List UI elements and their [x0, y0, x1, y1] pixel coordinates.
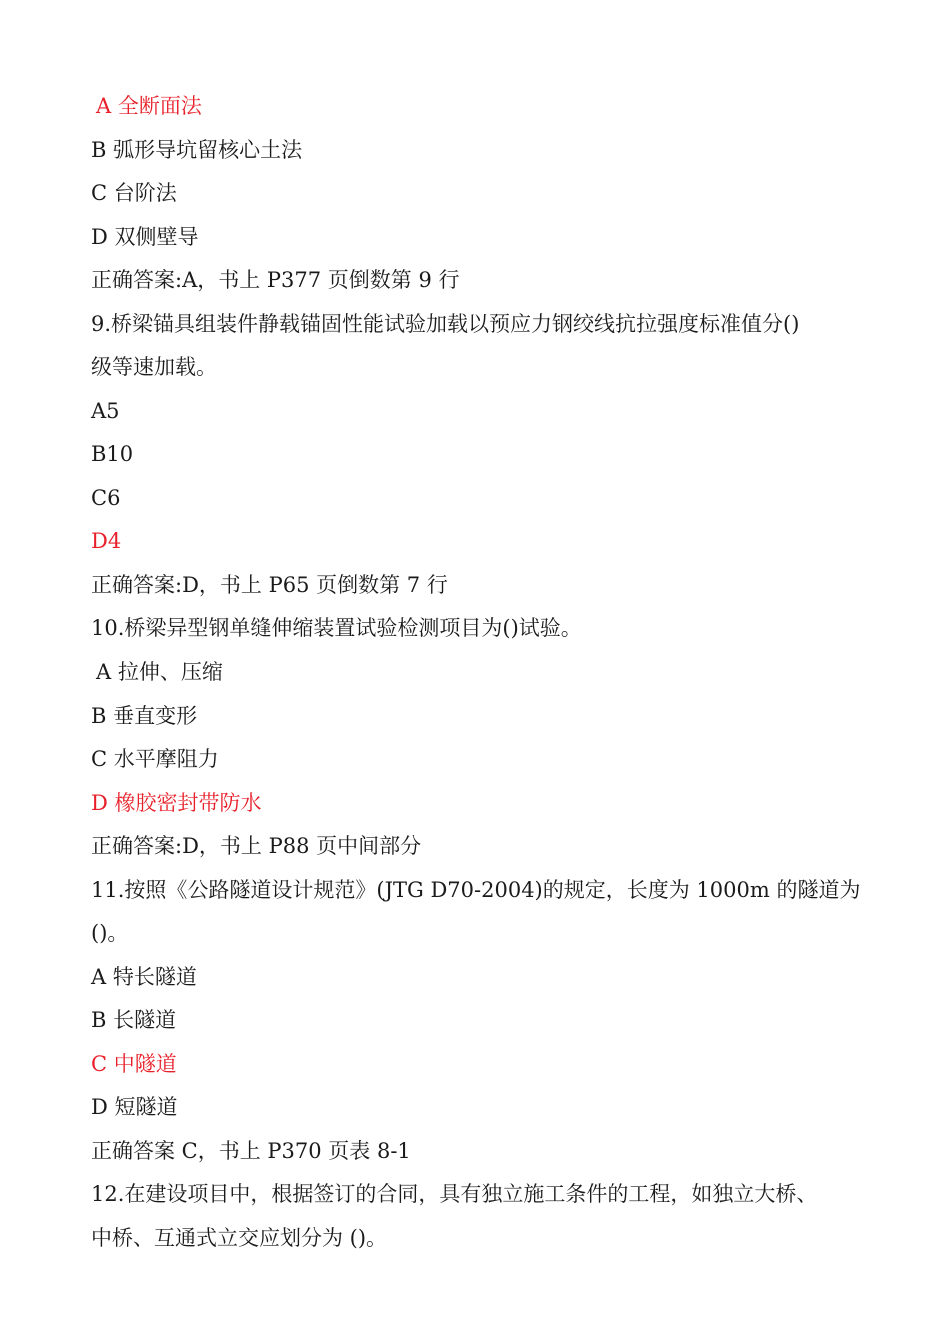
q11-option-b: B 长隧道	[91, 1008, 177, 1032]
question-12-line-1: 12.在建设项目中，根据签订的合同，具有独立施工条件的工程，如独立大桥、	[91, 1182, 818, 1206]
q9-option-a: A5	[91, 399, 120, 423]
question-12-line-2: 中桥、互通式立交应划分为 ()。	[91, 1226, 388, 1250]
question-11-line-2: ()。	[91, 921, 129, 945]
option-b-arc-pilot: B 弧形导坑留核心土法	[91, 138, 303, 162]
q11-option-d: D 短隧道	[91, 1095, 178, 1119]
q11-option-c: C 中隧道	[91, 1052, 177, 1076]
question-9-line-2: 级等速加载。	[91, 355, 217, 379]
q9-option-d: D4	[91, 529, 122, 553]
q10-option-b: B 垂直变形	[91, 704, 198, 728]
q11-answer: 正确答案 C，书上 P370 页表 8-1	[91, 1139, 411, 1163]
option-c-bench: C 台阶法	[91, 181, 177, 205]
question-10: 10.桥梁异型钢单缝伸缩装置试验检测项目为()试验。	[91, 616, 582, 640]
question-9-line-1: 9.桥梁锚具组装件静载锚固性能试验加载以预应力钢绞线抗拉强度标准值分()	[91, 312, 800, 336]
q10-option-c: C 水平摩阻力	[91, 747, 219, 771]
question-11-line-1: 11.按照《公路隧道设计规范》(JTG D70-2004)的规定，长度为 1000m 的隧道为	[91, 878, 861, 902]
q10-option-a: A 拉伸、压缩	[96, 660, 223, 684]
answer-line: 正确答案:A，书上 P377 页倒数第 9 行	[91, 268, 460, 292]
option-d-double-side: D 双侧壁导	[91, 225, 199, 249]
option-a-full-section: A 全断面法	[96, 94, 202, 118]
q10-answer: 正确答案:D，书上 P88 页中间部分	[91, 834, 422, 858]
q11-option-a: A 特长隧道	[91, 965, 197, 989]
q9-answer: 正确答案:D，书上 P65 页倒数第 7 行	[91, 573, 448, 597]
q9-option-b: B10	[91, 442, 134, 466]
q9-option-c: C6	[91, 486, 121, 510]
q10-option-d: D 橡胶密封带防水	[91, 791, 262, 815]
